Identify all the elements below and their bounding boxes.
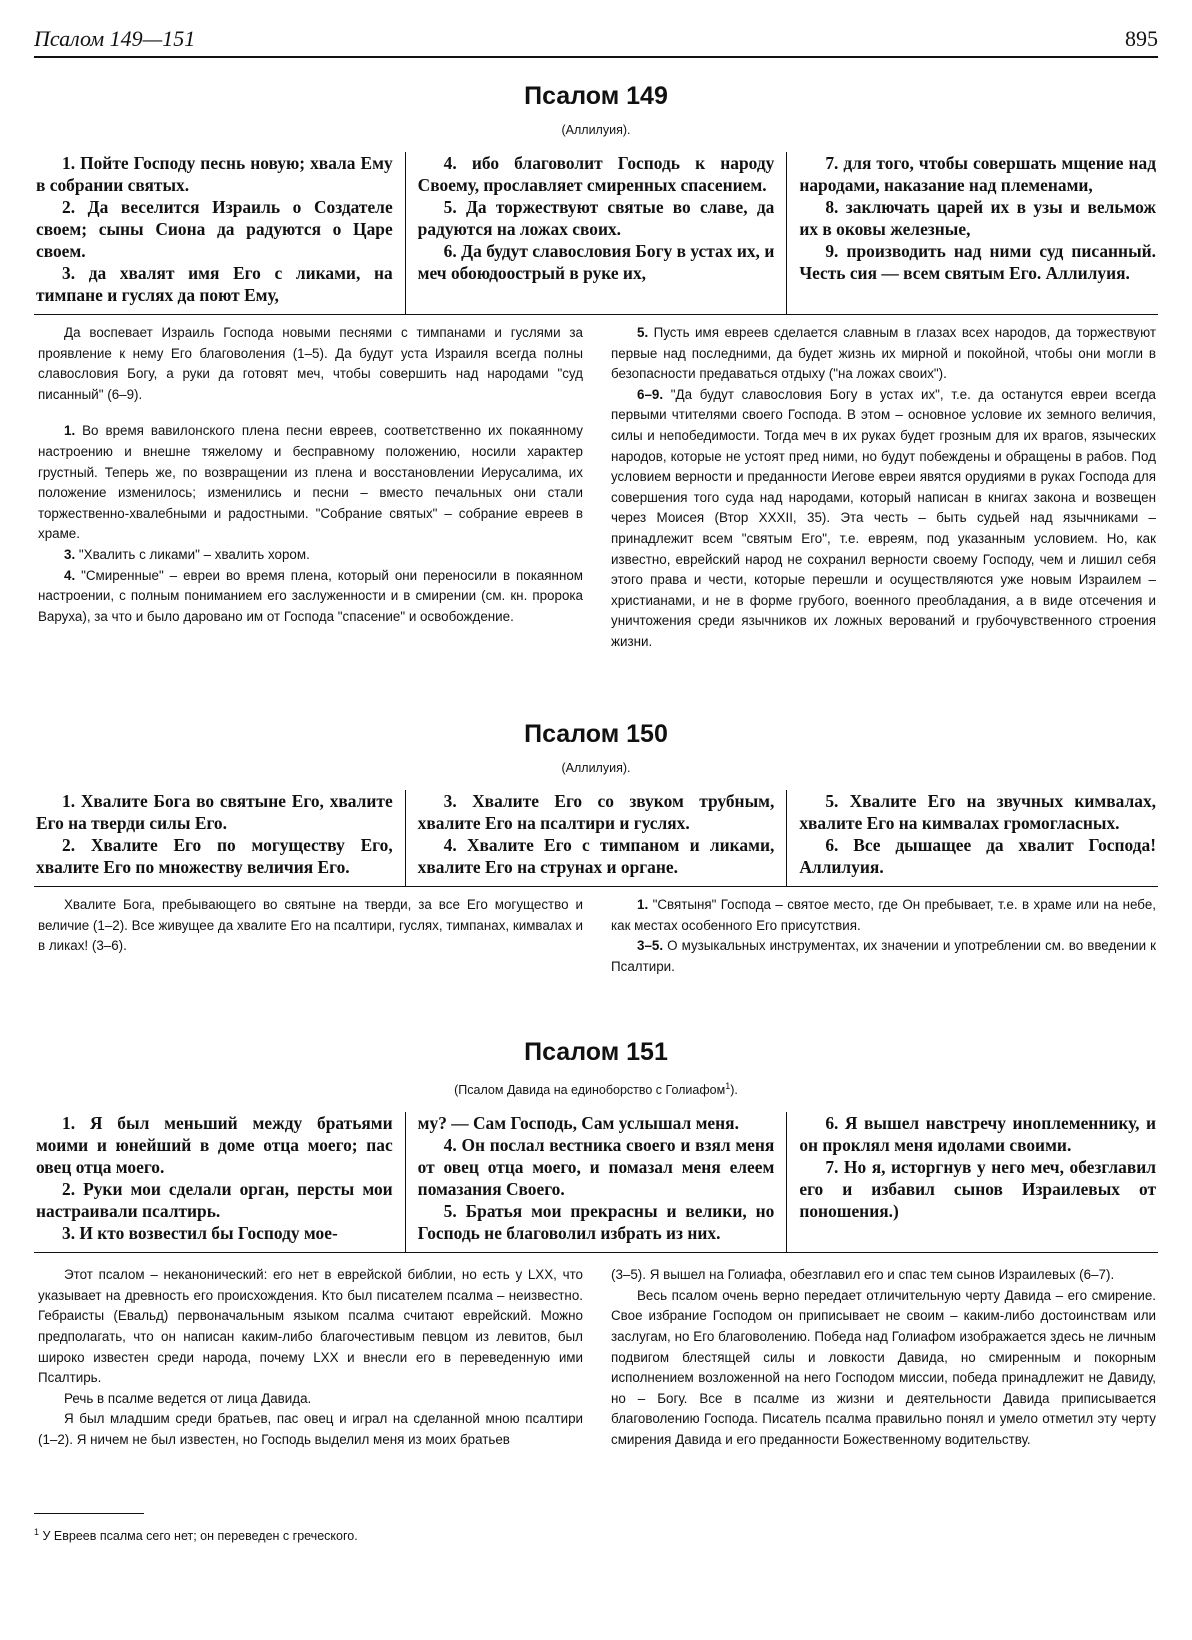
verse: 5. Братья мои прекрасны и велики, но Господь не благоволил избрать из них. bbox=[417, 1201, 775, 1244]
verse: 7. для того, чтобы совершать мщение над народами, наказание над племенами, bbox=[799, 153, 1157, 195]
commentary-column-right bbox=[597, 895, 1158, 977]
verse-column-2 bbox=[405, 152, 787, 314]
verse: 7. Но я, исторгнув у него меч, обезглавил его и избавил сынов Израилевых от поношения.) bbox=[799, 1157, 1157, 1222]
psalm-150-verses bbox=[34, 790, 1158, 887]
verse-column-1 bbox=[34, 790, 405, 886]
psalm-150-subtitle: (Аллилуия). bbox=[561, 761, 631, 775]
note-number: 6–9. bbox=[637, 386, 664, 402]
verse: 3. И кто возвестил бы Господу мое- bbox=[62, 1223, 338, 1244]
note-number: 4. bbox=[64, 567, 76, 583]
verse: 1. Пойте Господу песнь новую; хвала Ему в собрании святых. bbox=[36, 153, 393, 195]
verse-continuation: му? — Сам Господь, Сам услышал меня. bbox=[417, 1113, 739, 1134]
footnote: $^1$ У Евреев псалма сего нет; он переведен с греческого. bbox=[34, 1527, 358, 1544]
verse: 1. Я был меньший между братьями моими и юнейший в доме отца моего; пас овец отца моего. bbox=[36, 1113, 393, 1178]
commentary-paragraph: Я был младшим среди братьев, пас овец и играл на сделанной мною псалтири (1–2). Я ничем не был известен, но Господь выделил меня из моих братьев bbox=[38, 1411, 583, 1447]
note-number: 3–5. bbox=[637, 938, 664, 954]
psalm-151-title: Псалом 151 bbox=[524, 1038, 668, 1066]
verse: 2. Хвалите Его по могуществу Его, хвалите Его по множеству величия Его. bbox=[36, 835, 393, 877]
psalm-150-section bbox=[34, 718, 1158, 977]
verse: 4. ибо благоволит Господь к народу Своему, прославляет смиренных спасением. bbox=[417, 153, 775, 195]
psalm-150-title: Псалом 150 bbox=[524, 720, 668, 748]
note-number: 1. bbox=[64, 423, 76, 439]
commentary-paragraph: Речь в псалме ведется от лица Давида. bbox=[64, 1390, 312, 1406]
verse: 2. Да веселится Израиль о Создателе своем; сыны Сиона да радуются о Царе своем. bbox=[36, 197, 393, 261]
psalm-149-section bbox=[34, 80, 1158, 653]
verse: 6. Все дышащее да хвалит Господа! Аллилуия. bbox=[799, 835, 1157, 877]
verse: 6. Да будут славословия Богу в устах их, и меч обоюдоострый в руке их, bbox=[417, 241, 775, 283]
commentary-note: 3–5. О музыкальных инструментах, их значении и употреблении см. во введении к Псалтири. bbox=[611, 938, 1156, 974]
note-number: 1. bbox=[637, 897, 649, 912]
commentary-column-right bbox=[597, 323, 1158, 653]
note-number: 3. bbox=[64, 546, 76, 562]
commentary-continuation: (3–5). Я вышел на Голиафа, обезглавил его и спас тем сынов Израилевых (6–7). bbox=[611, 1267, 1115, 1283]
commentary-column-right bbox=[597, 1265, 1158, 1450]
verse: 3. да хвалят имя Его с ликами, на тимпане и гуслях да поют Ему, bbox=[36, 263, 393, 305]
commentary-paragraph: Этот псалом – неканонический: его нет в еврейской библии, но есть у LXX, что указывает на древность его происхождения. Кто был писателем псалма – неизвестно. Гебраисты (Евальд) первоначальным языком псалма считают еврейский. Можно предполагать, что он написан каким-либо благочестивым певцом из левитов, был широко известен среди народа, почему LXX и внесли его в переведенную ими Псалтирь. bbox=[38, 1267, 583, 1386]
running-title: Псалом 149—151 bbox=[34, 26, 196, 51]
commentary-note: 5. Пусть имя евреев сделается славным в глазах всех народов, да торжествуют первые над последними, да будет жизнь их мирной и покойной, чтобы они могли в безопасности предаваться отдыху ("на ложах своих"). bbox=[611, 325, 1156, 382]
commentary-note: 1. Во время вавилонского плена песни евреев, соответственно их покаянному настроению и внешне тяжелому и бесправному положению, носили характер грустный. Теперь же, по возвращении из плена и восстановлении Иерусалима, их положение изменилось; изменились и песни – вместо печальных они стали торжественно-хвалебными и радостными. "Собрание святых" – собрание евреев в храме. bbox=[38, 423, 583, 542]
verse: 1. Хвалите Бога во святыне Его, хвалите Его на тверди силы Его. bbox=[36, 791, 393, 833]
commentary-column-left bbox=[34, 323, 597, 653]
verse: 9. производить над ними суд писанный. Честь сия — всем святым Его. Аллилуия. bbox=[799, 241, 1157, 283]
commentary-note: 3. "Хвалить с ликами" – хвалить хором. bbox=[64, 546, 310, 562]
verse-column-3 bbox=[786, 790, 1158, 886]
verse: 5. Да торжествуют святые во славе, да радуются на ложах своих. bbox=[417, 197, 775, 239]
verse-column-3 bbox=[786, 152, 1158, 314]
note-number: 5. bbox=[637, 325, 649, 340]
psalm-149-commentary bbox=[34, 323, 1158, 653]
footnote-divider bbox=[34, 1513, 144, 1514]
psalm-151-subtitle: (Псалом Давида на единоборство с Голиафом$^1$). bbox=[454, 1081, 738, 1098]
verse-column-2 bbox=[405, 1112, 787, 1252]
commentary-paragraph: Да воспевает Израиль Господа новыми песнями с тимпанами и гуслями за проявление к нему Его благоволения (1–5). Да будут уста Израиля всегда полны славословия Богу, а руки да готовят меч, чтобы совершить над народами "суд писанный" (6–9). bbox=[38, 325, 583, 402]
commentary-paragraph: Весь псалом очень верно передает отличительную черту Давида – его смирение. Свое избрание Господом он приписывает не своим – каким-либо достоинствам или заслугам, но Его благоволению. Победа над Голиафом изображается здесь не личным подвигом блестящей силы и ловкости Давида, но смиренным и покорным исполнением возложенной на него Господом миссии, победа принадлежит не Давиду, но – Богу. Все в псалме из жизни и деятельности Давида приписывается благоволению Господа. Писатель псалма правильно понял и умело отметил эту черту смирения Давида и его преданности Божественному водительству. bbox=[611, 1287, 1156, 1447]
psalm-149-title: Псалом 149 bbox=[524, 82, 668, 110]
psalm-149-subtitle: (Аллилуия). bbox=[561, 123, 631, 137]
verse: 2. Руки мои сделали орган, персты мои настраивали псалтирь. bbox=[36, 1179, 393, 1222]
footnote-mark: 1 bbox=[34, 1527, 40, 1537]
verse-column-1 bbox=[34, 152, 405, 314]
footnote-ref: 1 bbox=[725, 1081, 731, 1091]
page-number: 895 bbox=[1125, 26, 1158, 51]
commentary-paragraph: Хвалите Бога, пребывающего во святыне на тверди, за все Его могущество и величие (1–2). Все живущее да хвалите Его на псалтири, гуслях, тимпанах, кимвалах и в ликах! (3–6). bbox=[38, 897, 583, 954]
verse: 6. Я вышел навстречу иноплеменнику, и он проклял меня идолами своими. bbox=[799, 1113, 1157, 1156]
verse-column-3 bbox=[786, 1112, 1158, 1252]
commentary-note: 4. "Смиренные" – евреи во время плена, который они переносили в покаянном настроении, с полным пониманием его заслуженности и в смирении (см. кн. пророка Варуха), за что и было даровано им от Господа "спасение" и освобождение. bbox=[38, 567, 583, 624]
commentary-note: 6–9. "Да будут славословия Богу в устах их", т.е. да останутся евреи всегда первыми чтителями своего Господа. В этом – основное условие их земного величия, силы и непобедимости. Тогда меч в их руках будет грозным для их врагов, языческих народов, которые не устоят пред ними, но будут побеждены и обращены в рабов. Под условием верности и преданности Иегове евреи явятся орудиями в руках Господа для совершения того суда над народами, который написан в книгах закона и возвещен через Моисея (Втор XXXII, 35). Эта честь – быть судьей над язычниками – принадлежит всем "святым Его", т.е. евреям, под указанным условием. Но, как известно, еврейский народ не сохранил верности своему Господу, чем и лишил себя этого права и чести, которые перешли и осуществляются уже новым Израилем – христианами, и не в форме грубого, военного преобладания, а в виде отсечения и уничтожения среди язычников их ложных верований и грубочувственного строения жизни. bbox=[611, 386, 1156, 649]
verse-column-1 bbox=[34, 1112, 405, 1252]
psalm-151-section bbox=[34, 1036, 1158, 1451]
verse: 8. заключать царей их в узы и вельмож их в оковы железные, bbox=[799, 197, 1157, 239]
verse-column-2 bbox=[405, 790, 787, 886]
verse: 4. Хвалите Его с тимпаном и ликами, хвалите Его на струнах и органе. bbox=[417, 835, 775, 877]
psalm-151-verses bbox=[34, 1112, 1158, 1253]
psalm-150-commentary bbox=[34, 895, 1158, 977]
commentary-column-left bbox=[34, 1265, 597, 1450]
psalm-151-commentary bbox=[34, 1265, 1158, 1450]
verse: 5. Хвалите Его на звучных кимвалах, хвалите Его на кимвалах громогласных. bbox=[799, 791, 1157, 833]
verse: 3. Хвалите Его со звуком трубным, хвалите Его на псалтири и гуслях. bbox=[417, 791, 775, 833]
commentary-column-left bbox=[34, 895, 597, 977]
verse: 4. Он послал вестника своего и взял меня от овец отца моего, и помазал меня елеем помазания Своего. bbox=[417, 1135, 775, 1200]
commentary-note: 1. "Святыня" Господа – святое место, где Он пребывает, т.е. в храме или на небе, как местах особенного Его присутствия. bbox=[611, 897, 1156, 933]
running-head bbox=[34, 22, 1158, 58]
psalm-149-verses bbox=[34, 152, 1158, 315]
